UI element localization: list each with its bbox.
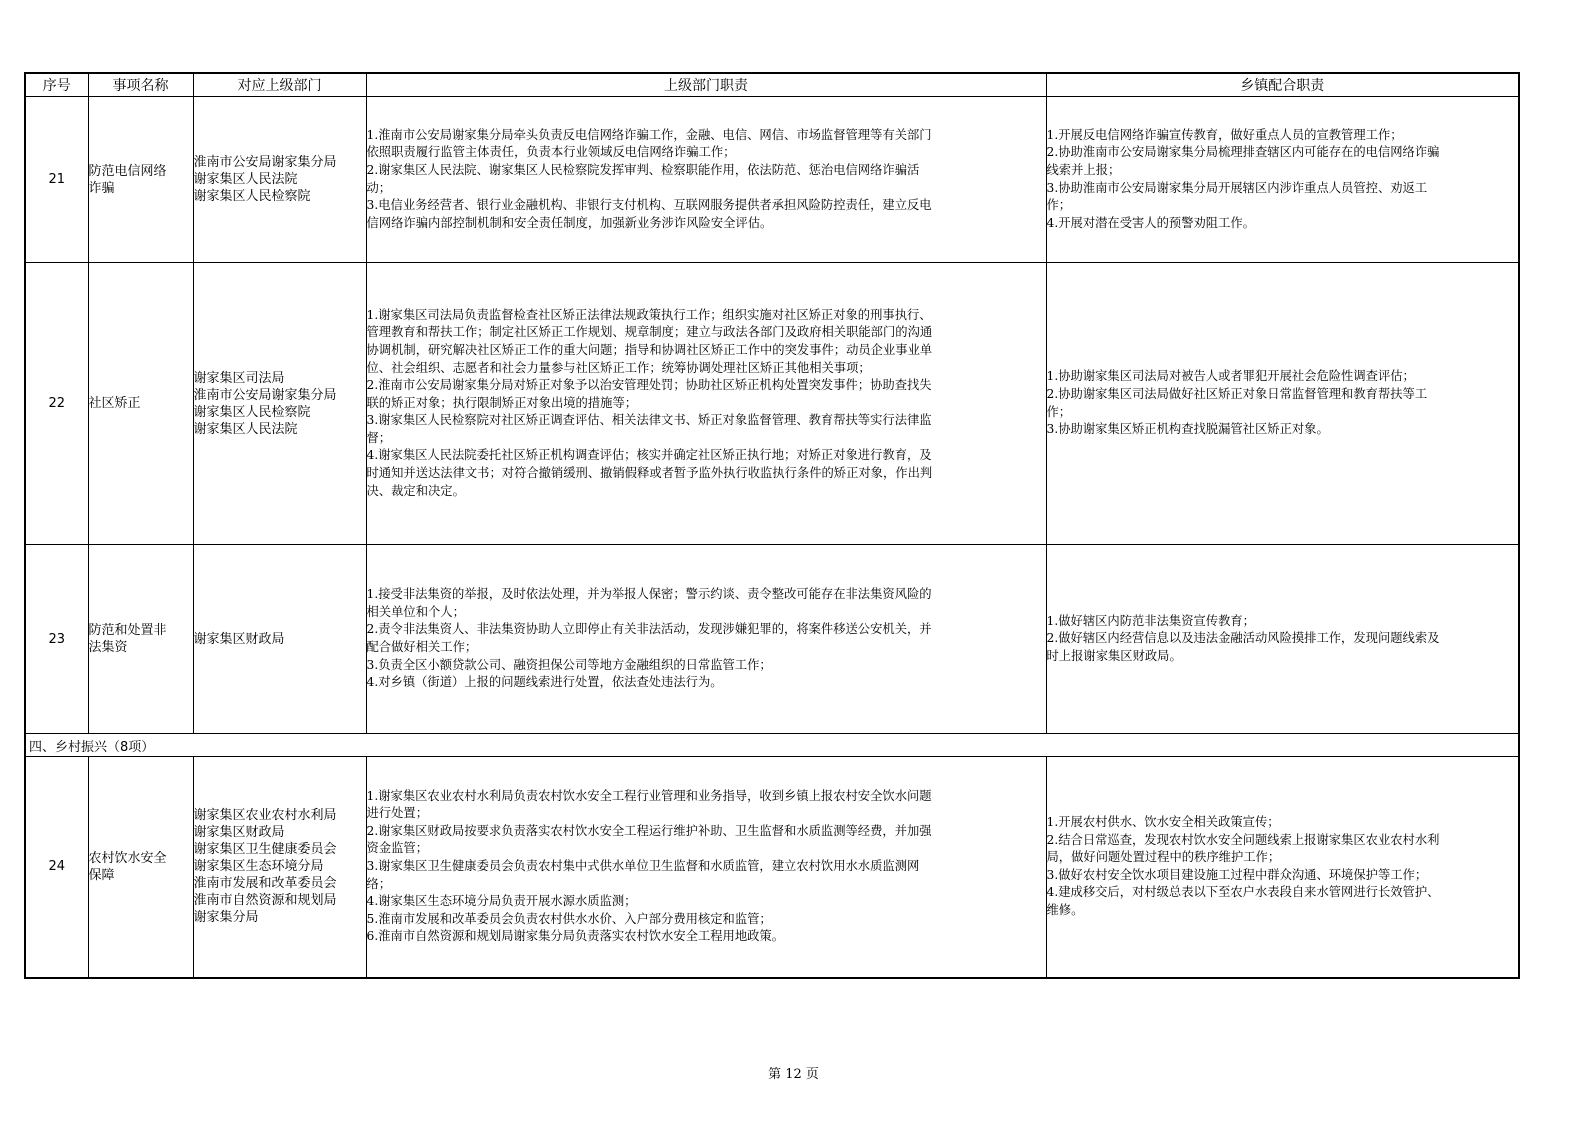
dept-cell bbox=[193, 545, 366, 734]
coop-cell bbox=[1046, 97, 1519, 263]
item-name: 防范和处置非 bbox=[88, 623, 167, 638]
duty-line: 1.淮南市公安局谢家集分局牵头负责反电信网络诈骗工作，金融、电信、网信、市场监督管理等有关部门 bbox=[366, 127, 932, 142]
dept-cell bbox=[193, 97, 366, 263]
dept-name: 谢家集区财政局 bbox=[193, 631, 285, 647]
name-cell bbox=[88, 263, 193, 545]
dept-name: 淮南市公安局谢家集分局 bbox=[193, 387, 337, 403]
item-name: 诈骗 bbox=[88, 180, 115, 196]
duty-table bbox=[24, 72, 1520, 979]
dept-name: 淮南市发展和改革委员会 bbox=[193, 876, 337, 892]
dept-name: 谢家集分局 bbox=[193, 910, 259, 926]
duty-line: 资金监管； bbox=[366, 841, 428, 856]
duty-line: 3.谢家集区人民检察院对社区矫正调查评估、相关法律文书、矫正对象监督管理、教育帮扶等实行法律监 bbox=[366, 413, 932, 428]
table-row bbox=[25, 757, 1519, 978]
coop-line: 1.开展反电信网络诈骗宣传教育，做好重点人员的宣教管理工作； bbox=[1046, 127, 1403, 142]
duty-cell bbox=[366, 545, 1046, 734]
coop-line: 2.协助淮南市公安局谢家集分局梳理排查辖区内可能存在的电信网络诈骗 bbox=[1046, 145, 1440, 160]
duty-line: 管理教育和帮扶工作；制定社区矫正工作规划、规章制度；建立与政法各部门及政府相关职能部门的沟通 bbox=[366, 325, 933, 340]
duty-cell bbox=[366, 757, 1046, 978]
duty-line: 2.淮南市公安局谢家集分局对矫正对象予以治安管理处罚；协助社区矫正机构处置突发事件；协助查找失 bbox=[366, 378, 932, 393]
table-header-row bbox=[25, 73, 1519, 97]
dept-name: 淮南市公安局谢家集分局 bbox=[193, 155, 337, 170]
header-duty: 上级部门职责 bbox=[366, 73, 1046, 97]
coop-line: 2.做好辖区内经营信息以及违法金融活动风险摸排工作，发现问题线索及 bbox=[1046, 631, 1440, 646]
dept-name: 谢家集区司法局 bbox=[193, 370, 285, 386]
dept-cell bbox=[193, 263, 366, 545]
duty-line: 3.谢家集区卫生健康委员会负责农村集中式供水单位卫生监督和水质监管，建立农村饮用水水质监测网 bbox=[366, 858, 920, 873]
header-dept: 对应上级部门 bbox=[193, 73, 366, 97]
dept-name: 谢家集区人民法院 bbox=[193, 421, 298, 437]
duty-cell bbox=[366, 263, 1046, 545]
duty-line: 1.谢家集区农业农村水利局负责农村饮水安全工程行业管理和业务指导，收到乡镇上报农村安全饮水问题 bbox=[366, 788, 932, 803]
table-row bbox=[25, 263, 1519, 545]
coop-line: 维修。 bbox=[1046, 902, 1084, 917]
dept-cell bbox=[193, 757, 366, 978]
coop-line: 局，做好问题处置过程中的秩序维护工作； bbox=[1046, 850, 1281, 865]
dept-name: 谢家集区人民法院 bbox=[193, 172, 298, 187]
table-row bbox=[25, 545, 1519, 734]
row-number: 22 bbox=[25, 263, 88, 545]
coop-line: 2.结合日常巡查，发现农村饮水安全问题线索上报谢家集区农业农村水利 bbox=[1046, 832, 1440, 847]
row-number: 24 bbox=[25, 757, 88, 978]
duty-line: 1.接受非法集资的举报，及时依法处理，并为举报人保密；警示约谈、责令整改可能存在非法集资风险的 bbox=[366, 587, 932, 602]
duty-line: 4.谢家集区生态环境分局负责开展水源水质监测； bbox=[366, 894, 637, 909]
coop-cell bbox=[1046, 263, 1519, 545]
dept-name: 谢家集区财政局 bbox=[193, 825, 285, 841]
dept-name: 谢家集区卫生健康委员会 bbox=[193, 842, 337, 858]
duty-line: 3.负责全区小额贷款公司、融资担保公司等地方金融组织的日常监管工作； bbox=[366, 657, 772, 672]
duty-line: 4.对乡镇（街道）上报的问题线索进行处置，依法查处违法行为。 bbox=[366, 675, 723, 690]
page-number: 第 12 页 bbox=[768, 1067, 819, 1082]
duty-cell bbox=[366, 97, 1046, 263]
table-row bbox=[25, 97, 1519, 263]
duty-line: 时通知并送达法律文书；对符合撤销缓刑、撤销假释或者暂予监外执行收监执行条件的矫正对象，作出判 bbox=[366, 466, 933, 481]
item-name: 农村饮水安全 bbox=[88, 850, 167, 866]
item-name: 社区矫正 bbox=[88, 396, 141, 411]
coop-line: 作； bbox=[1046, 404, 1072, 419]
coop-line: 4.建成移交后，对村级总表以下至农户水表段自来水管网进行长效管护、 bbox=[1046, 885, 1440, 900]
coop-line: 3.做好农村安全饮水项目建设施工过程中群众沟通、环境保护等工作； bbox=[1046, 867, 1428, 882]
header-coop: 乡镇配合职责 bbox=[1046, 73, 1519, 97]
name-cell bbox=[88, 545, 193, 734]
coop-cell bbox=[1046, 545, 1519, 734]
item-name: 法集资 bbox=[88, 640, 128, 655]
duty-line: 进行处置； bbox=[366, 806, 428, 821]
duty-line: 依照职责履行监管主体责任，负责本行业领域反电信网络诈骗工作； bbox=[366, 145, 736, 160]
dept-name: 谢家集区人民检察院 bbox=[193, 189, 311, 204]
duty-line: 4.谢家集区人民法院委托社区矫正机构调查评估；核实并确定社区矫正执行地；对矫正对象进行教育，及 bbox=[366, 448, 932, 463]
duty-line: 动； bbox=[366, 180, 392, 195]
section-row bbox=[25, 734, 1519, 757]
coop-line: 1.开展农村供水、饮水安全相关政策宣传； bbox=[1046, 814, 1280, 829]
duty-line: 2.谢家集区人民法院、谢家集区人民检察院发挥审判、检察职能作用，依法防范、惩治电信网络诈骗活 bbox=[366, 162, 920, 177]
coop-line: 1.做好辖区内防范非法集资宣传教育； bbox=[1046, 613, 1255, 628]
duty-line: 位、社会组织、志愿者和社会力量参与社区矫正工作；统筹协调处理社区矫正其他相关事项； bbox=[366, 360, 871, 375]
duty-line: 配合做好相关工作； bbox=[366, 640, 478, 654]
duty-line: 6.淮南市自然资源和规划局谢家集分局负责落实农村饮水安全工程用地政策。 bbox=[366, 929, 785, 944]
coop-line: 作； bbox=[1046, 198, 1072, 213]
header-no: 序号 bbox=[25, 73, 88, 97]
duty-line: 决、裁定和决定。 bbox=[366, 483, 465, 498]
dept-name: 淮南市自然资源和规划局 bbox=[193, 893, 337, 909]
header-name: 事项名称 bbox=[88, 73, 193, 97]
coop-line: 2.协助谢家集区司法局做好社区矫正对象日常监督管理和教育帮扶等工 bbox=[1046, 386, 1428, 401]
duty-line: 1.谢家集区司法局负责监督检查社区矫正法律法规政策执行工作；组织实施对社区矫正对象的刑事执行、 bbox=[366, 307, 932, 322]
duty-line: 络； bbox=[366, 876, 392, 891]
duty-line: 督； bbox=[366, 430, 392, 445]
dept-name: 谢家集区农业农村水利局 bbox=[193, 808, 337, 824]
dept-name: 谢家集区人民检察院 bbox=[193, 404, 311, 420]
item-name: 保障 bbox=[88, 867, 115, 883]
dept-name: 谢家集区生态环境分局 bbox=[193, 859, 324, 875]
duty-line: 联的矫正对象；执行限制矫正对象出境的措施等； bbox=[366, 395, 638, 410]
coop-line: 4.开展对潜在受害人的预警劝阻工作。 bbox=[1046, 215, 1255, 230]
section-title: 四、乡村振兴（8项） bbox=[25, 734, 1519, 757]
duty-line: 协调机制，研究解决社区矫正工作的重大问题；指导和协调社区矫正工作中的突发事件；动员企业事业单 bbox=[366, 342, 933, 357]
duty-line: 3.电信业务经营者、银行业金融机构、非银行支付机构、互联网服务提供者承担风险防控责任，建立反电 bbox=[366, 198, 932, 213]
name-cell bbox=[88, 757, 193, 978]
coop-line: 时上报谢家集区财政局。 bbox=[1046, 648, 1182, 663]
row-number: 23 bbox=[25, 545, 88, 734]
coop-line: 1.协助谢家集区司法局对被告人或者罪犯开展社会危险性调查评估； bbox=[1046, 369, 1415, 384]
name-cell bbox=[88, 97, 193, 263]
coop-cell bbox=[1046, 757, 1519, 978]
coop-line: 线索并上报； bbox=[1046, 162, 1121, 177]
row-number: 21 bbox=[25, 97, 88, 263]
item-name: 防范电信网络 bbox=[88, 163, 167, 179]
coop-line: 3.协助谢家集区矫正机构查找脱漏管社区矫正对象。 bbox=[1046, 422, 1329, 437]
duty-line: 相关单位和个人； bbox=[366, 604, 465, 619]
duty-line: 5.淮南市发展和改革委员会负责农村供水水价、入户部分费用核定和监管； bbox=[366, 911, 772, 926]
coop-line: 3.协助淮南市公安局谢家集分局开展辖区内涉诈重点人员管控、劝返工 bbox=[1046, 180, 1428, 195]
duty-line: 2.谢家集区财政局按要求负责落实农村饮水安全工程运行维护补助、卫生监督和水质监测等经费，并加强 bbox=[366, 823, 932, 838]
duty-line: 2.责令非法集资人、非法集资协助人立即停止有关非法活动，发现涉嫌犯罪的，将案件移送公安机关，并 bbox=[366, 622, 932, 637]
duty-line: 信网络诈骗内部控制机制和安全责任制度，加强新业务涉诈风险安全评估。 bbox=[366, 215, 773, 230]
